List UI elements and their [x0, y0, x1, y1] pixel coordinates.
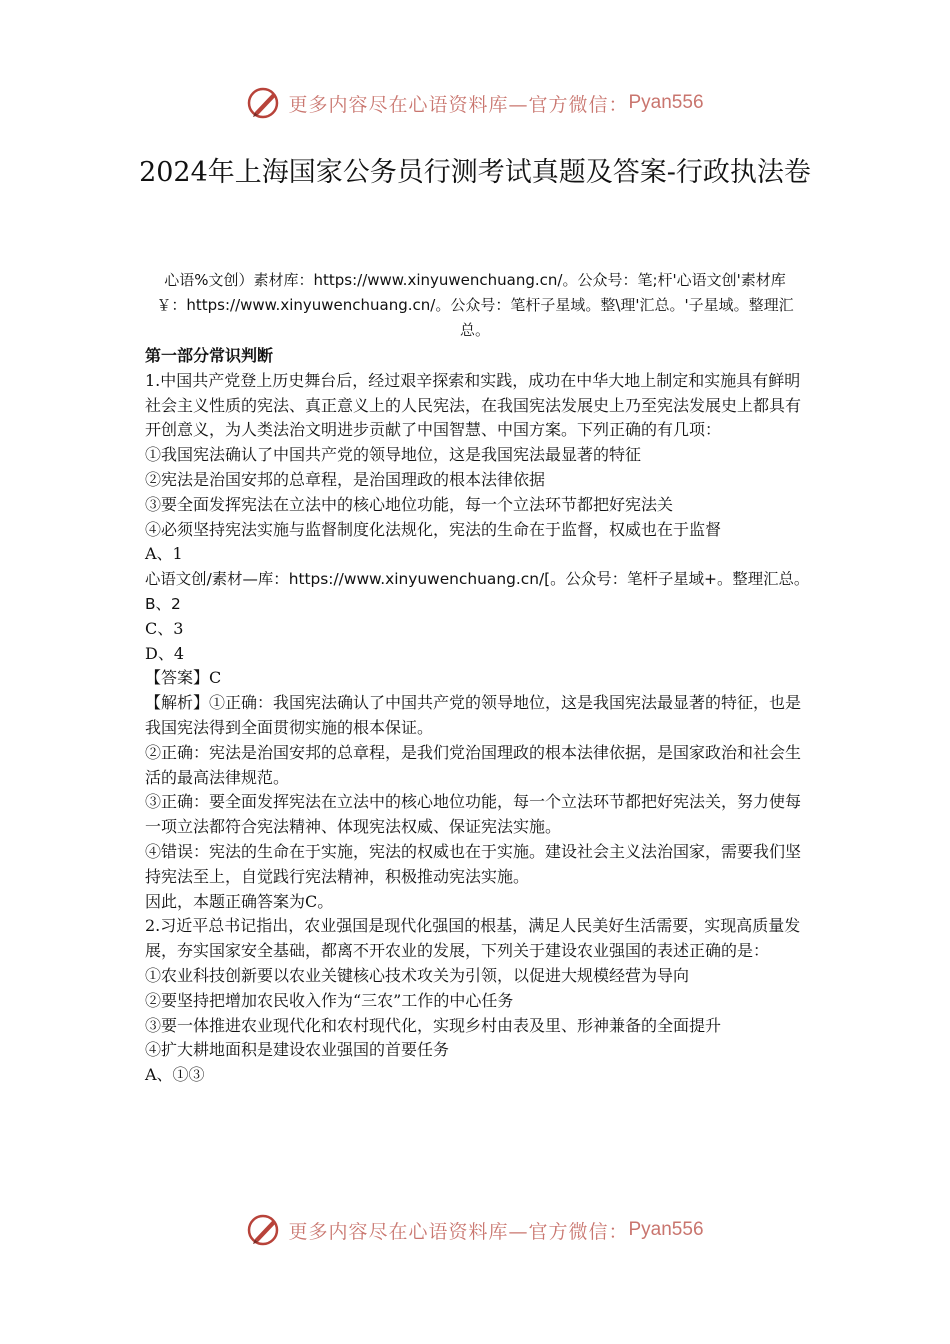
- source-note: 心语%文创）素材库：https://www.xinyuwenchuang.cn/。公众号：笔;杆'心语文创'素材库￥：https://www.xinyuwenchuang.cn/。公众号：笔杆子星域。整\理'汇总。'子星域。整理汇总。: [156, 271, 794, 339]
- q1-analysis-3: ③正确：要全面发挥宪法在立法中的核心地位功能，每一个立法环节都把好宪法关，努力使每一项立法都符合宪法精神、体现宪法权威、保证宪法实施。: [145, 792, 802, 837]
- footer-banner: [0, 1208, 950, 1252]
- pen-logo-icon: [246, 85, 282, 121]
- q2-statement-4: ④扩大耕地面积是建设农业强国的首要任务: [145, 1040, 450, 1060]
- q1-analysis-4: ④错误：宪法的生命在于实施，宪法的权威也在于实施。建设社会主义法治国家，需要我们坚持宪法至上，自觉践行宪法精神，积极推动宪法实施。: [145, 841, 802, 886]
- q2-statement-2: ②要坚持把增加农民收入作为“三农”工作的中心任务: [145, 990, 514, 1010]
- q1-option-b: B、2: [145, 594, 181, 613]
- document-title: 2024年上海国家公务员行测考试真题及答案-行政执法卷: [139, 157, 811, 188]
- q1-statement-3: ③要全面发挥宪法在立法中的核心地位功能，每一个立法环节都把好宪法关: [145, 494, 674, 514]
- question-2-stem: 2.习近平总书记指出，农业强国是现代化强国的根基，满足人民美好生活需要，实现高质量发展，夯实国家安全基础，都离不开农业的发展，下列关于建设农业强国的表述正确的是：: [145, 916, 801, 961]
- q1-analysis-conclusion: 因此，本题正确答案为C。: [145, 891, 334, 911]
- document-body: [145, 344, 810, 1088]
- banner-text: 更多内容尽在心语资料库—官方微信：: [288, 1220, 629, 1243]
- q1-analysis-1: 【解析】①正确：我国宪法确认了中国共产党的领导地位，这是我国宪法最显著的特征，也是我国宪法得到全面贯彻实施的根本保证。: [145, 693, 802, 737]
- q1-statement-4: ④必须坚持宪法实施与监督制度化法规化，宪法的生命在于监督，权威也在于监督: [145, 519, 722, 539]
- q1-option-a: A、1: [145, 544, 183, 564]
- q1-analysis-2: ②正确：宪法是治国安邦的总章程，是我们党治国理政的根本法律依据，是国家政治和社会生活的最高法律规范。: [145, 742, 802, 787]
- question-1-stem: 1.中国共产党登上历史舞台后，经过艰辛探索和实践，成功在中华大地上制定和实施具有鲜明社会主义性质的宪法、真正意义上的人民宪法，在我国宪法发展史上乃至宪法发展史上都具有开创意义，为人类法治文明进步贡献了中国智慧、中国方案。下列正确的有几项：: [145, 370, 802, 440]
- banner-wechat-id: Pyan556: [628, 1219, 704, 1240]
- watermark-text: 心语文创/素材—库：https://www.xinyuwenchuang.cn/[。公众号：笔杆子星域+。整理汇总。: [145, 570, 810, 589]
- q1-option-c: C、3: [145, 618, 184, 638]
- banner-wechat-id: Pyan556: [628, 92, 704, 113]
- q1-watermark-line: [145, 567, 810, 617]
- q2-statement-3: ③要一体推进农业现代化和农村现代化，实现乡村由表及里、形神兼备的全面提升: [145, 1015, 722, 1035]
- q1-statement-2: ②宪法是治国安邦的总章程，是治国理政的根本法律依据: [145, 469, 546, 489]
- q1-statement-1: ①我国宪法确认了中国共产党的领导地位，这是我国宪法最显著的特征: [145, 445, 642, 465]
- q2-statement-1: ①农业科技创新要以农业关键核心技术攻关为引领，以促进大规模经营为导向: [145, 965, 690, 985]
- q2-option-a: A、①③: [145, 1065, 205, 1085]
- header-banner: [0, 81, 950, 125]
- q1-answer: 【答案】C: [145, 668, 222, 688]
- q1-option-d: D、4: [145, 643, 185, 663]
- section-heading: 第一部分常识判断: [145, 346, 274, 365]
- banner-text: 更多内容尽在心语资料库—官方微信：: [288, 93, 629, 116]
- pen-logo-icon: [246, 1212, 282, 1248]
